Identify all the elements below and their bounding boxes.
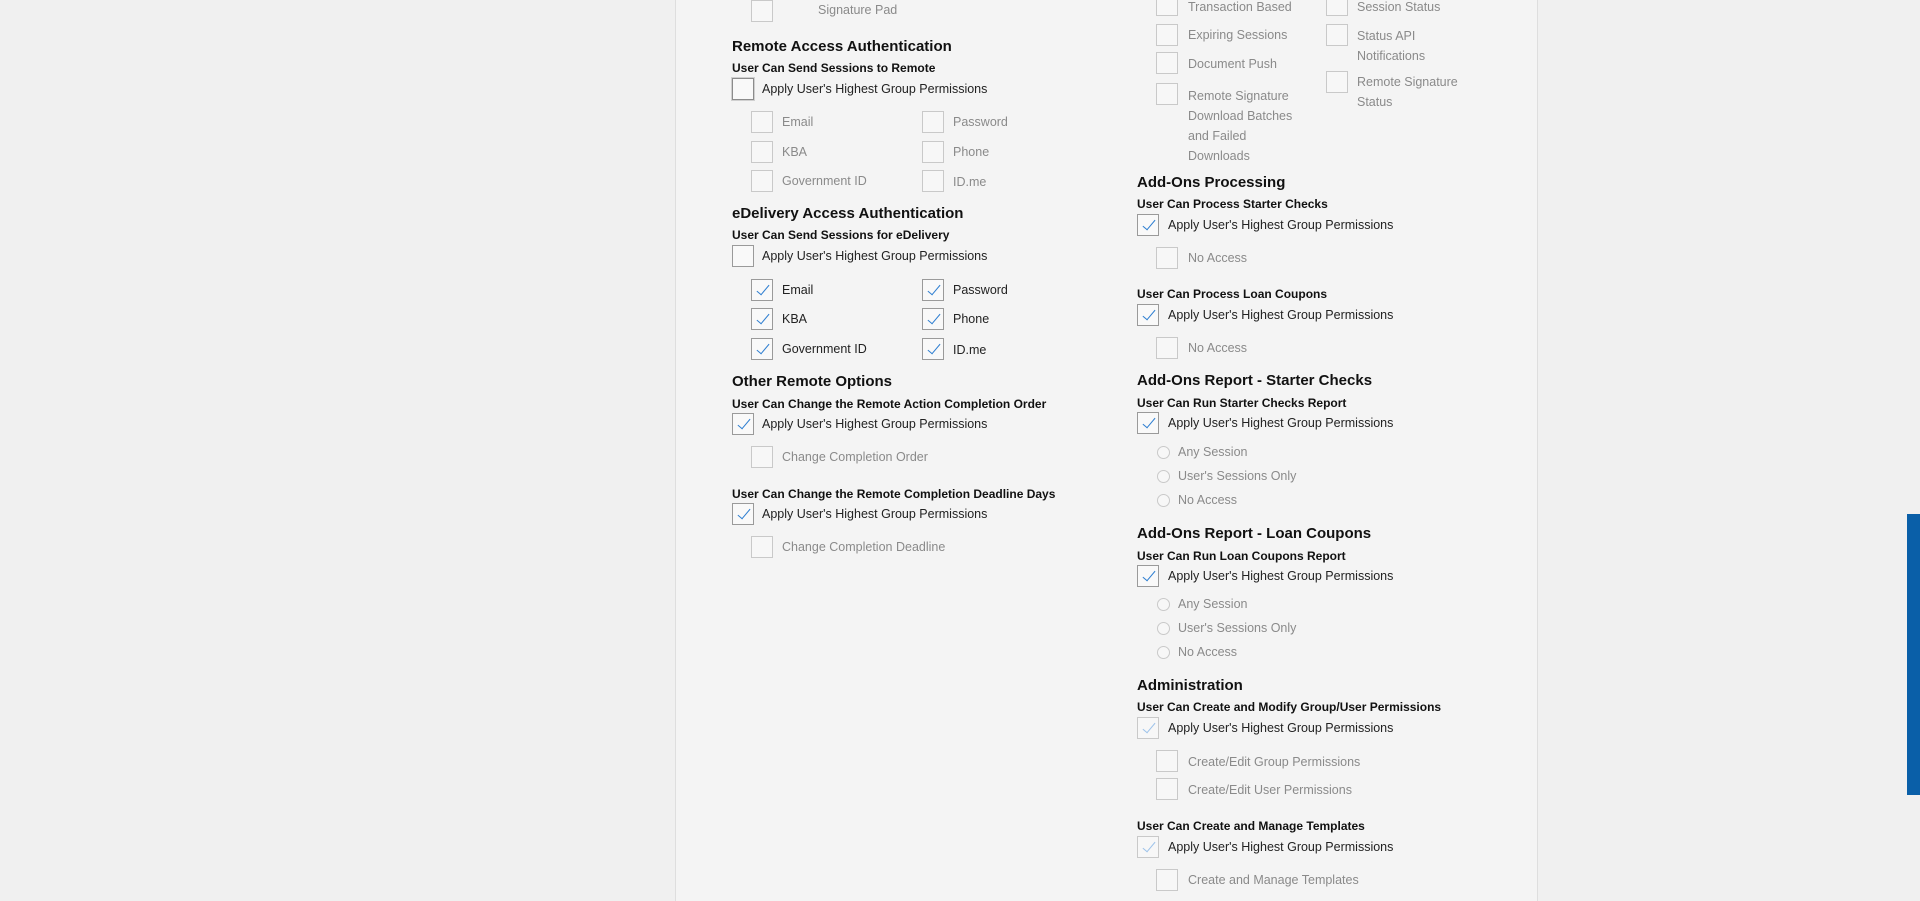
edelivery-subtitle: User Can Send Sessions for eDelivery — [732, 228, 950, 242]
scrollbar-thumb[interactable] — [1907, 514, 1920, 795]
remote-apply-checkbox[interactable] — [732, 78, 754, 100]
report-loan-apply-label: Apply User's Highest Group Permissions — [1168, 569, 1394, 583]
report-starter-users-sessions-radio[interactable] — [1157, 470, 1170, 483]
completion-deadline-apply-checkbox[interactable] — [732, 503, 754, 525]
remote-email-label: Email — [782, 115, 814, 129]
change-completion-order-label: Change Completion Order — [782, 450, 928, 464]
remote-government-id-checkbox[interactable] — [751, 170, 773, 192]
completion-order-apply-checkbox[interactable] — [732, 413, 754, 435]
edelivery-apply-checkbox[interactable] — [732, 245, 754, 267]
remote-password-label: Password — [953, 115, 1008, 129]
status-api-notifications-label: Status API Notifications — [1357, 29, 1426, 63]
report-starter-title: Add-Ons Report - Starter Checks — [1137, 372, 1373, 389]
transaction-based-label: Transaction Based — [1188, 0, 1292, 14]
report-loan-users-sessions-label: User's Sessions Only — [1178, 621, 1297, 635]
report-loan-users-sessions-radio[interactable] — [1157, 622, 1170, 635]
change-completion-order-checkbox[interactable] — [751, 446, 773, 468]
edelivery-phone-checkbox[interactable] — [922, 308, 944, 330]
edelivery-kba-label: KBA — [782, 312, 808, 326]
edelivery-title: eDelivery Access Authentication — [732, 205, 964, 222]
administration-title: Administration — [1137, 677, 1243, 694]
edelivery-email-checkbox[interactable] — [751, 279, 773, 301]
remote-idme-checkbox[interactable] — [922, 170, 944, 192]
report-loan-subtitle: User Can Run Loan Coupons Report — [1137, 549, 1346, 563]
remote-access-title: Remote Access Authentication — [732, 38, 952, 55]
completion-deadline-apply-label: Apply User's Highest Group Permissions — [762, 507, 988, 521]
starter-checks-subtitle: User Can Process Starter Checks — [1137, 197, 1328, 211]
session-status-label: Session Status — [1357, 0, 1441, 14]
session-status-checkbox[interactable] — [1326, 0, 1348, 16]
create-manage-templates-checkbox[interactable] — [1156, 869, 1178, 891]
permissions-apply-label: Apply User's Highest Group Permissions — [1168, 721, 1394, 735]
templates-apply-checkbox[interactable] — [1137, 836, 1159, 858]
create-edit-group-permissions-label: Create/Edit Group Permissions — [1188, 755, 1361, 769]
starter-checks-no-access-checkbox[interactable] — [1156, 247, 1178, 269]
starter-checks-apply-label: Apply User's Highest Group Permissions — [1168, 218, 1394, 232]
document-push-checkbox[interactable] — [1156, 52, 1178, 74]
remote-email-checkbox[interactable] — [751, 111, 773, 133]
permissions-panel — [675, 0, 1538, 901]
permissions-subtitle: User Can Create and Modify Group/User Permissions — [1137, 700, 1442, 714]
remote-signature-status-checkbox[interactable] — [1326, 71, 1348, 93]
expiring-sessions-label: Expiring Sessions — [1188, 28, 1288, 42]
remote-idme-label: ID.me — [953, 175, 987, 189]
completion-order-apply-label: Apply User's Highest Group Permissions — [762, 417, 988, 431]
remote-kba-checkbox[interactable] — [751, 141, 773, 163]
change-completion-deadline-checkbox[interactable] — [751, 536, 773, 558]
starter-checks-apply-checkbox[interactable] — [1137, 214, 1159, 236]
edelivery-idme-label: ID.me — [953, 343, 987, 357]
edelivery-government-id-label: Government ID — [782, 342, 867, 356]
report-loan-apply-checkbox[interactable] — [1137, 565, 1159, 587]
remote-signature-download-checkbox[interactable] — [1156, 83, 1178, 105]
report-loan-no-access-radio[interactable] — [1157, 646, 1170, 659]
addons-processing-title: Add-Ons Processing — [1137, 174, 1286, 191]
report-starter-subtitle: User Can Run Starter Checks Report — [1137, 396, 1347, 410]
expiring-sessions-checkbox[interactable] — [1156, 24, 1178, 46]
templates-subtitle: User Can Create and Manage Templates — [1137, 819, 1365, 833]
loan-coupons-apply-checkbox[interactable] — [1137, 304, 1159, 326]
report-loan-title: Add-Ons Report - Loan Coupons — [1137, 525, 1372, 542]
loan-coupons-no-access-checkbox[interactable] — [1156, 337, 1178, 359]
report-starter-no-access-radio[interactable] — [1157, 494, 1170, 507]
other-remote-title: Other Remote Options — [732, 373, 893, 390]
remote-government-id-label: Government ID — [782, 174, 867, 188]
create-edit-group-permissions-checkbox[interactable] — [1156, 750, 1178, 772]
remote-password-checkbox[interactable] — [922, 111, 944, 133]
templates-apply-label: Apply User's Highest Group Permissions — [1168, 840, 1394, 854]
edelivery-government-id-checkbox[interactable] — [751, 338, 773, 360]
report-starter-apply-label: Apply User's Highest Group Permissions — [1168, 416, 1394, 430]
remote-phone-label: Phone — [953, 145, 990, 159]
report-starter-apply-checkbox[interactable] — [1137, 412, 1159, 434]
edelivery-password-label: Password — [953, 283, 1008, 297]
remote-access-subtitle: User Can Send Sessions to Remote — [732, 61, 936, 75]
create-edit-user-permissions-label: Create/Edit User Permissions — [1188, 783, 1352, 797]
edelivery-kba-checkbox[interactable] — [751, 308, 773, 330]
status-api-notifications-checkbox[interactable] — [1326, 24, 1348, 46]
edelivery-email-label: Email — [782, 283, 814, 297]
loan-coupons-no-access-label: No Access — [1188, 341, 1248, 355]
permissions-apply-checkbox[interactable] — [1137, 717, 1159, 739]
report-loan-no-access-label: No Access — [1178, 645, 1238, 659]
starter-checks-no-access-label: No Access — [1188, 251, 1248, 265]
remote-phone-checkbox[interactable] — [922, 141, 944, 163]
signature-pad-label: Signature Pad — [818, 3, 898, 17]
edelivery-phone-label: Phone — [953, 312, 990, 326]
remote-signature-status-label: Remote Signature Status — [1357, 75, 1458, 109]
completion-order-subtitle: User Can Change the Remote Action Completion Order — [732, 397, 1047, 411]
loan-coupons-apply-label: Apply User's Highest Group Permissions — [1168, 308, 1394, 322]
report-loan-any-session-label: Any Session — [1178, 597, 1248, 611]
edelivery-password-checkbox[interactable] — [922, 279, 944, 301]
transaction-based-checkbox[interactable] — [1156, 0, 1178, 16]
remote-kba-label: KBA — [782, 145, 808, 159]
report-starter-any-session-label: Any Session — [1178, 445, 1248, 459]
remote-apply-label: Apply User's Highest Group Permissions — [762, 82, 988, 96]
edelivery-idme-checkbox[interactable] — [922, 338, 944, 360]
document-push-label: Document Push — [1188, 57, 1277, 71]
report-starter-any-session-radio[interactable] — [1157, 446, 1170, 459]
remote-signature-download-label: Remote Signature Download Batches and Failed Downloads — [1188, 89, 1293, 163]
change-completion-deadline-label: Change Completion Deadline — [782, 540, 946, 554]
edelivery-apply-label: Apply User's Highest Group Permissions — [762, 249, 988, 263]
signature-pad-checkbox[interactable] — [751, 0, 773, 22]
report-loan-any-session-radio[interactable] — [1157, 598, 1170, 611]
report-starter-no-access-label: No Access — [1178, 493, 1238, 507]
completion-deadline-subtitle: User Can Change the Remote Completion Deadline Days — [732, 487, 1056, 501]
create-edit-user-permissions-checkbox[interactable] — [1156, 778, 1178, 800]
create-manage-templates-label: Create and Manage Templates — [1188, 873, 1359, 887]
report-starter-users-sessions-label: User's Sessions Only — [1178, 469, 1297, 483]
loan-coupons-subtitle: User Can Process Loan Coupons — [1137, 287, 1328, 301]
